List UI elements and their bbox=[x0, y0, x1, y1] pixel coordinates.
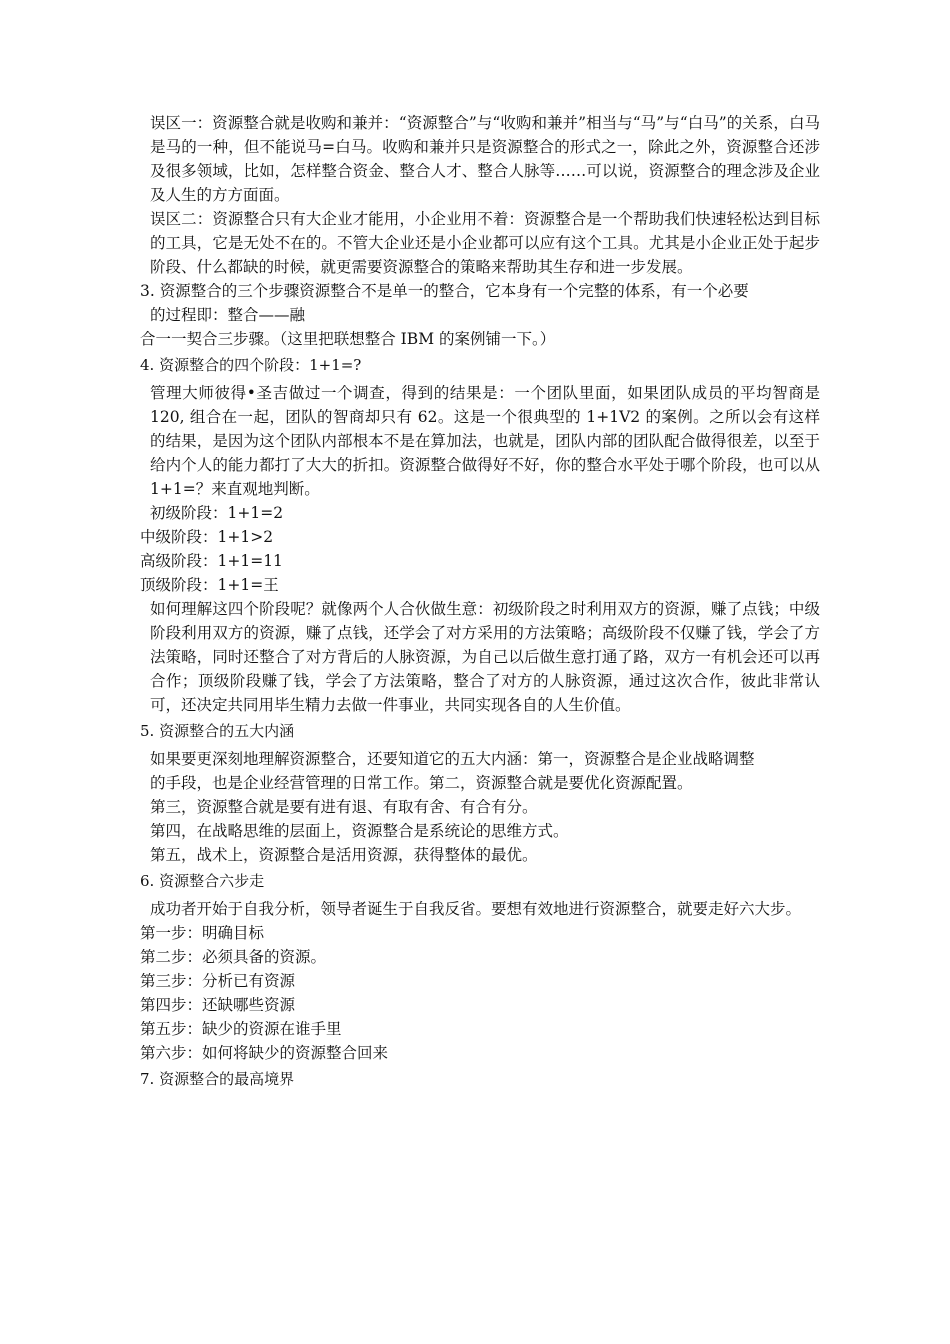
step-one: 第一步：明确目标 bbox=[140, 924, 265, 942]
paragraph-myth-one: 误区一：资源整合就是收购和兼并：“资源整合”与“收购和兼并”相当与“马”与“白马”的关系，白马是马的一种，但不能说马=白马。收购和兼并只是资源整合的形式之一，除此之外，资源整合还涉及很多领域，比如，怎样整合资金、整合人才、整合人脉等……可以说，资源整合的理念涉及企业及人生的方方面面。 bbox=[150, 114, 820, 204]
step-three: 第三步：分析已有资源 bbox=[140, 972, 296, 990]
step-six: 第六步：如何将缺少的资源整合回来 bbox=[140, 1044, 389, 1062]
stage-intermediate: 中级阶段：1+1>2 bbox=[140, 528, 274, 546]
heading-section-7: 7. 资源整合的最高境界 bbox=[140, 1070, 295, 1088]
stage-primary: 初级阶段：1+1=2 bbox=[150, 504, 284, 522]
paragraph-myth-two: 误区二：资源整合只有大企业才能用，小企业用不着：资源整合是一个帮助我们快速轻松达到目标的工具，它是无处不在的。不管大企业还是小企业都可以应有这个工具。尤其是小企业正处于起步阶段、什么都缺的时候，就更需要资源整合的策略来帮助其生存和进一步发展。 bbox=[150, 210, 820, 276]
meaning-three: 第三，资源整合就是要有进有退、有取有舍、有合有分。 bbox=[150, 798, 538, 816]
paragraph-five-meanings: 如果要更深刻地理解资源整合，还要知道它的五大内涵：第一，资源整合是企业战略调整 bbox=[150, 750, 755, 768]
stage-top: 顶级阶段：1+1=王 bbox=[140, 576, 279, 594]
step-five: 第五步：缺少的资源在谁手里 bbox=[140, 1020, 342, 1038]
paragraph-stages-explained: 如何理解这四个阶段呢？就像两个人合伙做生意：初级阶段之时利用双方的资源，赚了点钱；中级阶段利用双方的资源，赚了点钱，还学会了对方采用的方法策略；高级阶段不仅赚了钱，学会了方法策略，同时还整合了对方背后的人脉资源，为自己以后做生意打通了路，双方一有机会还可以再合作；顶级阶段赚了钱，学会了方法策略，整合了对方的人脉资源，通过这次合作，彼此非常认可，还决定共同用毕生精力去做一件事业，共同实现各自的人生价值。 bbox=[150, 600, 820, 714]
meaning-four: 第四，在战略思维的层面上，资源整合是系统论的思维方式。 bbox=[150, 822, 569, 840]
section-3-steps: 合一一契合三步骤。（这里把联想整合 IBM 的案例铺一下。） bbox=[140, 330, 556, 348]
heading-section-4: 4. 资源整合的四个阶段：1+1=? bbox=[140, 356, 362, 374]
heading-section-6: 6. 资源整合六步走 bbox=[140, 872, 265, 890]
document-body bbox=[140, 111, 820, 1095]
stage-advanced: 高级阶段：1+1=11 bbox=[140, 552, 283, 570]
meaning-five: 第五，战术上，资源整合是活用资源，获得整体的最优。 bbox=[150, 846, 538, 864]
heading-section-5: 5. 资源整合的五大内涵 bbox=[140, 722, 295, 740]
paragraph-five-meanings-cont: 的手段，也是企业经营管理的日常工作。第二，资源整合就是要优化资源配置。 bbox=[150, 774, 693, 792]
step-two: 第二步：必须具备的资源。 bbox=[140, 948, 327, 966]
paragraph-team-iq: 管理大师彼得•圣吉做过一个调查，得到的结果是：一个团队里面，如果团队成员的平均智商是 120, 组合在一起，团队的智商却只有 62。这是一个很典型的 1+1V2 的案例。之所以会有这样的结果，是因为这个团队内部根本不是在算加法，也就是，团队内部的团队配合做得很差，以至于给内个人的能力都打了大大的折扣。资源整合做得好不好，你的整合水平处于哪个阶段，也可以从 1+1=？来直观地判断。 bbox=[150, 384, 820, 498]
step-four: 第四步：还缺哪些资源 bbox=[140, 996, 296, 1014]
section-3-intro: 3. 资源整合的三个步骤资源整合不是单一的整合，它本身有一个完整的体系，有一个必要 bbox=[140, 282, 749, 300]
paragraph-six-steps-intro: 成功者开始于自我分析，领导者诞生于自我反省。要想有效地进行资源整合，就要走好六大步。 bbox=[150, 900, 802, 918]
section-3-intro-cont: 的过程即：整合——融 bbox=[150, 306, 306, 324]
